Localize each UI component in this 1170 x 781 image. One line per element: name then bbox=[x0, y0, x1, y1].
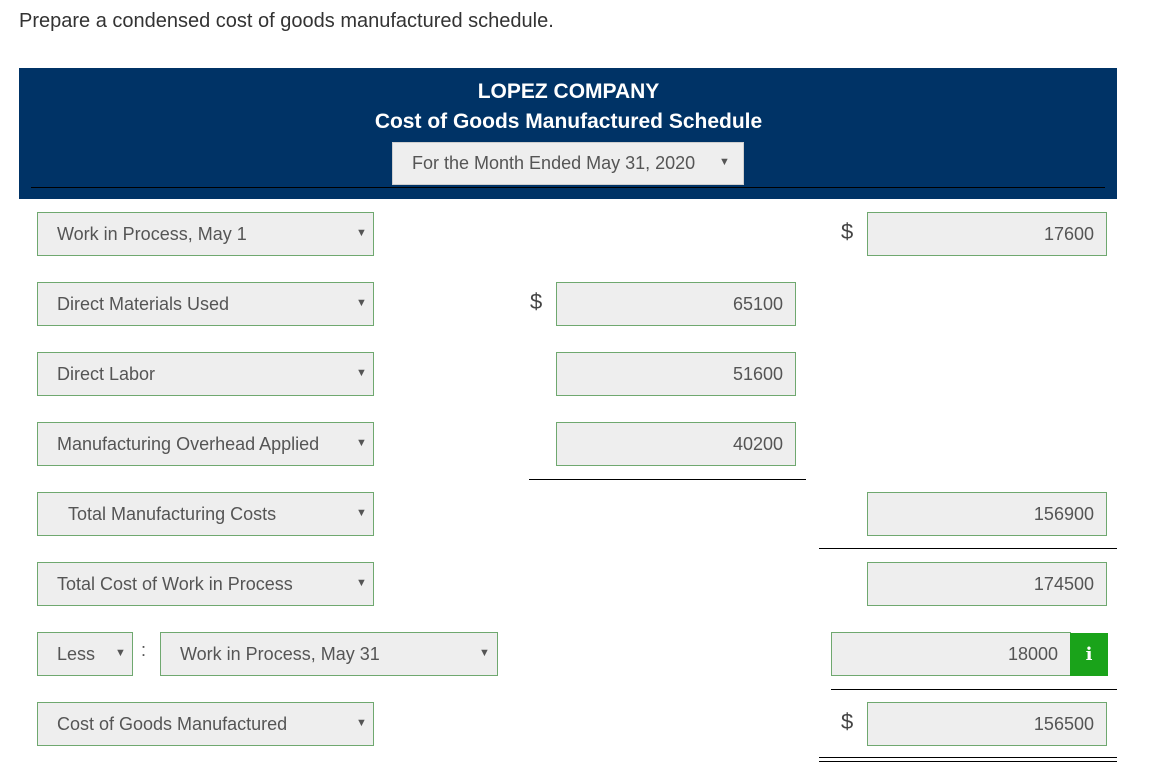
chevron-down-icon: ▼ bbox=[356, 437, 367, 449]
overhead-applied-label: Manufacturing Overhead Applied bbox=[57, 433, 320, 454]
instruction-text: Prepare a condensed cost of goods manufactured schedule. bbox=[19, 10, 554, 32]
double-rule-bottom bbox=[819, 761, 1117, 762]
total-mfg-costs-amount-input[interactable]: 156900 bbox=[867, 492, 1107, 536]
direct-materials-select[interactable] bbox=[37, 282, 374, 326]
chevron-down-icon: ▼ bbox=[356, 367, 367, 379]
overhead-applied-amount-input[interactable]: 40200 bbox=[556, 422, 796, 466]
total-wip-select[interactable] bbox=[37, 562, 374, 606]
chevron-down-icon: ▼ bbox=[115, 647, 126, 659]
colon-separator: : bbox=[141, 640, 147, 660]
double-rule-top bbox=[819, 757, 1117, 758]
direct-labor-amount-input[interactable]: 51600 bbox=[556, 352, 796, 396]
currency-symbol: $ bbox=[530, 289, 543, 314]
wip-may31-select[interactable] bbox=[160, 632, 498, 676]
chevron-down-icon: ▼ bbox=[479, 647, 490, 659]
header-divider bbox=[31, 187, 1105, 188]
overhead-applied-select[interactable] bbox=[37, 422, 374, 466]
wip-may1-amount-input[interactable]: 17600 bbox=[867, 212, 1107, 256]
subtotal-rule bbox=[529, 479, 806, 480]
total-rule bbox=[819, 548, 1117, 549]
wip-may1-label: Work in Process, May 1 bbox=[57, 223, 247, 244]
period-select[interactable] bbox=[392, 142, 744, 185]
wip-may31-label: Work in Process, May 31 bbox=[180, 643, 380, 664]
schedule-title: Cost of Goods Manufactured Schedule bbox=[374, 110, 763, 133]
chevron-down-icon: ▼ bbox=[356, 227, 367, 239]
info-icon[interactable]: i bbox=[1070, 633, 1108, 676]
chevron-down-icon: ▼ bbox=[356, 297, 367, 309]
period-label: For the Month Ended May 31, 2020 bbox=[412, 153, 696, 173]
chevron-down-icon: ▼ bbox=[356, 717, 367, 729]
direct-labor-label: Direct Labor bbox=[57, 363, 156, 384]
total-wip-amount-input[interactable]: 174500 bbox=[867, 562, 1107, 606]
cogm-select[interactable] bbox=[37, 702, 374, 746]
total-mfg-costs-label: Total Manufacturing Costs bbox=[68, 503, 277, 524]
chevron-down-icon: ▼ bbox=[356, 577, 367, 589]
less-operator-select[interactable] bbox=[37, 632, 133, 676]
less-operator-label: Less bbox=[57, 643, 96, 664]
direct-materials-label: Direct Materials Used bbox=[57, 293, 230, 314]
cogm-amount-input[interactable]: 156500 bbox=[867, 702, 1107, 746]
currency-symbol: $ bbox=[841, 219, 854, 244]
chevron-down-icon: ▼ bbox=[719, 156, 730, 168]
total-wip-label: Total Cost of Work in Process bbox=[57, 573, 293, 594]
cogm-label: Cost of Goods Manufactured bbox=[57, 713, 288, 734]
total-mfg-costs-select[interactable] bbox=[37, 492, 374, 536]
wip-may31-amount-input[interactable]: 18000 bbox=[831, 632, 1071, 676]
wip-may1-select[interactable] bbox=[37, 212, 374, 256]
direct-labor-select[interactable] bbox=[37, 352, 374, 396]
direct-materials-amount-input[interactable]: 65100 bbox=[556, 282, 796, 326]
company-name: LOPEZ COMPANY bbox=[477, 80, 660, 103]
currency-symbol: $ bbox=[841, 709, 854, 734]
subtotal-rule bbox=[831, 689, 1117, 690]
chevron-down-icon: ▼ bbox=[356, 507, 367, 519]
